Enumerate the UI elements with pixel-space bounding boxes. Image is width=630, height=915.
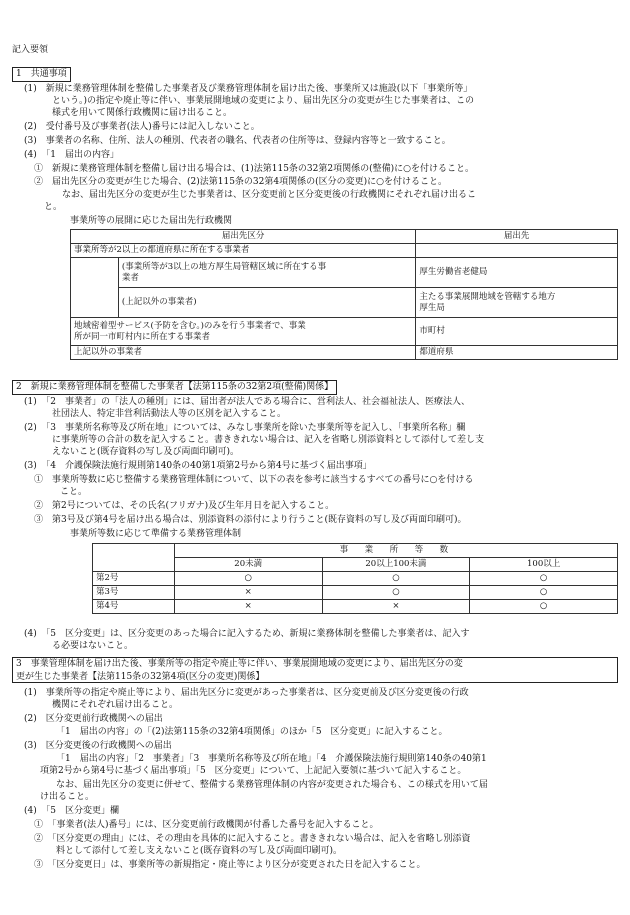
table-cell: ○: [470, 600, 618, 614]
table-cell: [416, 244, 618, 258]
s2-p4-line2: る必要はないこと。: [52, 641, 134, 651]
s2-p3-item1-line1: ① 事業所等数に応じ整備する業務管理体制について、以下の表を参考に該当するすべての番号に○を付ける: [34, 475, 474, 485]
table-cell: 市町村: [416, 318, 618, 346]
s3-p3-detail-line1: 「1 届出の内容」「2 事業者」「3 事業所名称等及び所在地」「4 介護保険法施行規則第140条の40第1: [56, 754, 487, 764]
table-cell: 都道府県: [416, 346, 618, 360]
s1-office-table: [70, 229, 618, 360]
s1-p1-line1: (1) 新規に業務管理体制を整備した事業者及び業務管理体制を届け出た後、事業所又は施設(以下「事業所等」: [24, 84, 473, 94]
row-label: 第3号: [93, 586, 175, 600]
s3-p4-item1: ① 「事業者(法人)番号」には、区分変更前行政機関が付番した番号を記入すること。: [34, 820, 379, 830]
s3-p4: (4) 「5 区分変更」欄: [24, 806, 119, 816]
table-cell: ×: [174, 586, 322, 600]
s1-table-title: 事業所等の展開に応じた届出先行政機関: [70, 216, 233, 226]
table-cell: ○: [470, 586, 618, 600]
table-cell: 上記以外の事業者: [71, 346, 416, 360]
table-row: [93, 586, 618, 600]
section-1-heading: 1 共通事項: [12, 67, 71, 82]
s3-p4-item2-line2: 料として添付して差し支えないこと(既存資料の写し及び両面印刷可)。: [56, 846, 343, 856]
s3-p3: (3) 区分変更後の行政機関への届出: [24, 741, 172, 751]
s1-p4-item2: ② 届出先区分の変更が生じた場合、(2)法第115条の32第4項関係の(区分の変更)に○を付けること。: [34, 177, 447, 187]
section-2-heading: 2 新規に業務管理体制を整備した事業者【法第115条の32第2項(整備)関係】: [12, 380, 337, 395]
table-cell: ○: [174, 572, 322, 586]
table-cell: [71, 258, 119, 288]
s3-p2: (2) 区分変更前行政機関への届出: [24, 714, 163, 724]
s1-p4: (4) 「1 届出の内容」: [24, 150, 119, 160]
s2-p2-line3: えないこと(既存資料の写し及び両面印刷可)。: [52, 447, 240, 457]
s1-p4-note-line1: なお、届出先区分の変更が生じた事業者は、区分変更前と区分変更後の行政機関にそれぞれ届け出るこ: [62, 190, 477, 200]
s3-p1-line1: (1) 事業所等の指定や廃止等により、届出先区分に変更があった事業者は、区分変更前及び区分変更後の行政: [24, 688, 469, 698]
table-cell: (事業所等が3以上の地方厚生局管轄区域に所在する事 業者: [118, 258, 415, 288]
document-title: 記入要領: [12, 45, 49, 55]
s1-p2: (2) 受付番号及び事業者(法人)番号には記入しないこと。: [24, 122, 260, 132]
table-row: [93, 600, 618, 614]
s1-p4-item1: ① 新規に業務管理体制を整備し届け出る場合は、(1)法第115条の32第2項関係の(整備)に○を付けること。: [34, 164, 474, 174]
table-cell: ×: [322, 600, 470, 614]
s1-p1-line2: という。)の指定や廃止等に伴い、事業展開地域の変更により、届出先区分の変更が生じた事業者は、この: [52, 96, 475, 106]
table-header: 20未満: [174, 558, 322, 572]
table-cell: ○: [322, 586, 470, 600]
s2-structure-table: [92, 543, 618, 614]
s3-p2-detail: 「1 届出の内容」の「(2)法第115条の32第4項関係」のほか「5 区分変更」に記入すること。: [56, 727, 448, 737]
s3-p4-item3: ③ 「区分変更日」は、事業所等の新規指定・廃止等により区分が変更された日を記入すること。: [34, 860, 426, 870]
table-cell: ○: [470, 572, 618, 586]
s3-p4-item2-line1: ② 「区分変更の理由」には、その理由を具体的に記入すること。書ききれない場合は、記入を省略し別添資: [34, 834, 471, 844]
s2-p3-item3: ③ 第3号及び第4号を届け出る場合は、別添資料の添付により行うこと(既存資料の写し及び両面印刷可)。: [34, 515, 467, 525]
table-header: 届出先: [416, 230, 618, 244]
table-header: 100以上: [470, 558, 618, 572]
row-label: 第2号: [93, 572, 175, 586]
table-cell: 地域密着型サービス(予防を含む。)のみを行う事業者で、事業 所が同一市町村内に所在する事業者: [71, 318, 416, 346]
table-cell: 厚生労働省老健局: [416, 258, 618, 288]
s2-p3-item1-line2: こと。: [60, 487, 88, 497]
table-header: 20以上100未満: [322, 558, 470, 572]
table-row: [93, 572, 618, 586]
table-header: 届出先区分: [71, 230, 416, 244]
table-cell: (上記以外の事業者): [118, 288, 415, 318]
s2-p3: (3) 「4 介護保険法施行規則第140条の40第1項第2号から第4号に基づく届出事項」: [24, 461, 372, 471]
table-cell: ○: [322, 572, 470, 586]
s2-p3-item2: ② 第2号については、その氏名(フリガナ)及び生年月日を記入すること。: [34, 501, 335, 511]
table-cell: [93, 544, 175, 558]
row-label: 第4号: [93, 600, 175, 614]
s2-p2-line2: に事業所等の合計の数を記入すること。書ききれない場合は、記入を省略し別添資料として添付して差し支: [52, 435, 485, 445]
table-cell: [93, 558, 175, 572]
section-3-heading: 3 事業管理体制を届け出た後、事業所等の指定や廃止等に伴い、事業展開地域の変更により、届出先区分の変 更が生じた事業者【法第115条の32第4項(区分の変更)関係】: [12, 657, 618, 683]
s1-p4-note-line2: と。: [44, 202, 63, 212]
s2-p4-line1: (4) 「5 区分変更」は、区分変更のあった場合に記入するため、新規に業務体制を整備した事業者は、記入す: [24, 629, 470, 639]
s3-p3-note-line2: け出ること。: [40, 792, 95, 802]
s1-p1-line3: 様式を用いて関係行政機関に届け出ること。: [52, 108, 233, 118]
s2-p2-line1: (2) 「3 事業所名称等及び所在地」については、みなし事業所を除いた事業所等を記入し、「事業所名称」欄: [24, 423, 466, 433]
table-cell: 主たる事業展開地域を管轄する地方 厚生局: [416, 288, 618, 318]
s2-p1-line1: (1) 「2 事業者」の「法人の種別」には、届出者が法人である場合に、営利法人、社会福祉法人、医療法人、: [24, 397, 470, 407]
table-cell: 事業所等が2以上の都道府県に所在する事業者: [71, 244, 416, 258]
s2-table-title: 事業所等数に応じて準備する業務管理体制: [70, 529, 242, 539]
s3-p3-detail-line2: 項第2号から第4号に基づく届出事項」「5 区分変更」について、上記記入要領に基づいて記入すること。: [40, 766, 467, 776]
s3-p1-line2: 機関にそれぞれ届け出ること。: [52, 700, 179, 710]
s2-p1-line2: 社団法人、特定非営利活動法人等の区別を記入すること。: [52, 409, 287, 419]
table-header: 事 業 所 等 数: [174, 544, 617, 558]
s3-p3-note-line1: なお、届出先区分の変更に併せて、整備する業務管理体制の内容が変更された場合も、この様式を用いて届: [56, 780, 488, 790]
table-cell: [71, 288, 119, 318]
s1-p3: (3) 事業者の名称、住所、法人の種別、代表者の職名、代表者の住所等は、登録内容等と一致すること。: [24, 136, 451, 146]
table-cell: ×: [174, 600, 322, 614]
